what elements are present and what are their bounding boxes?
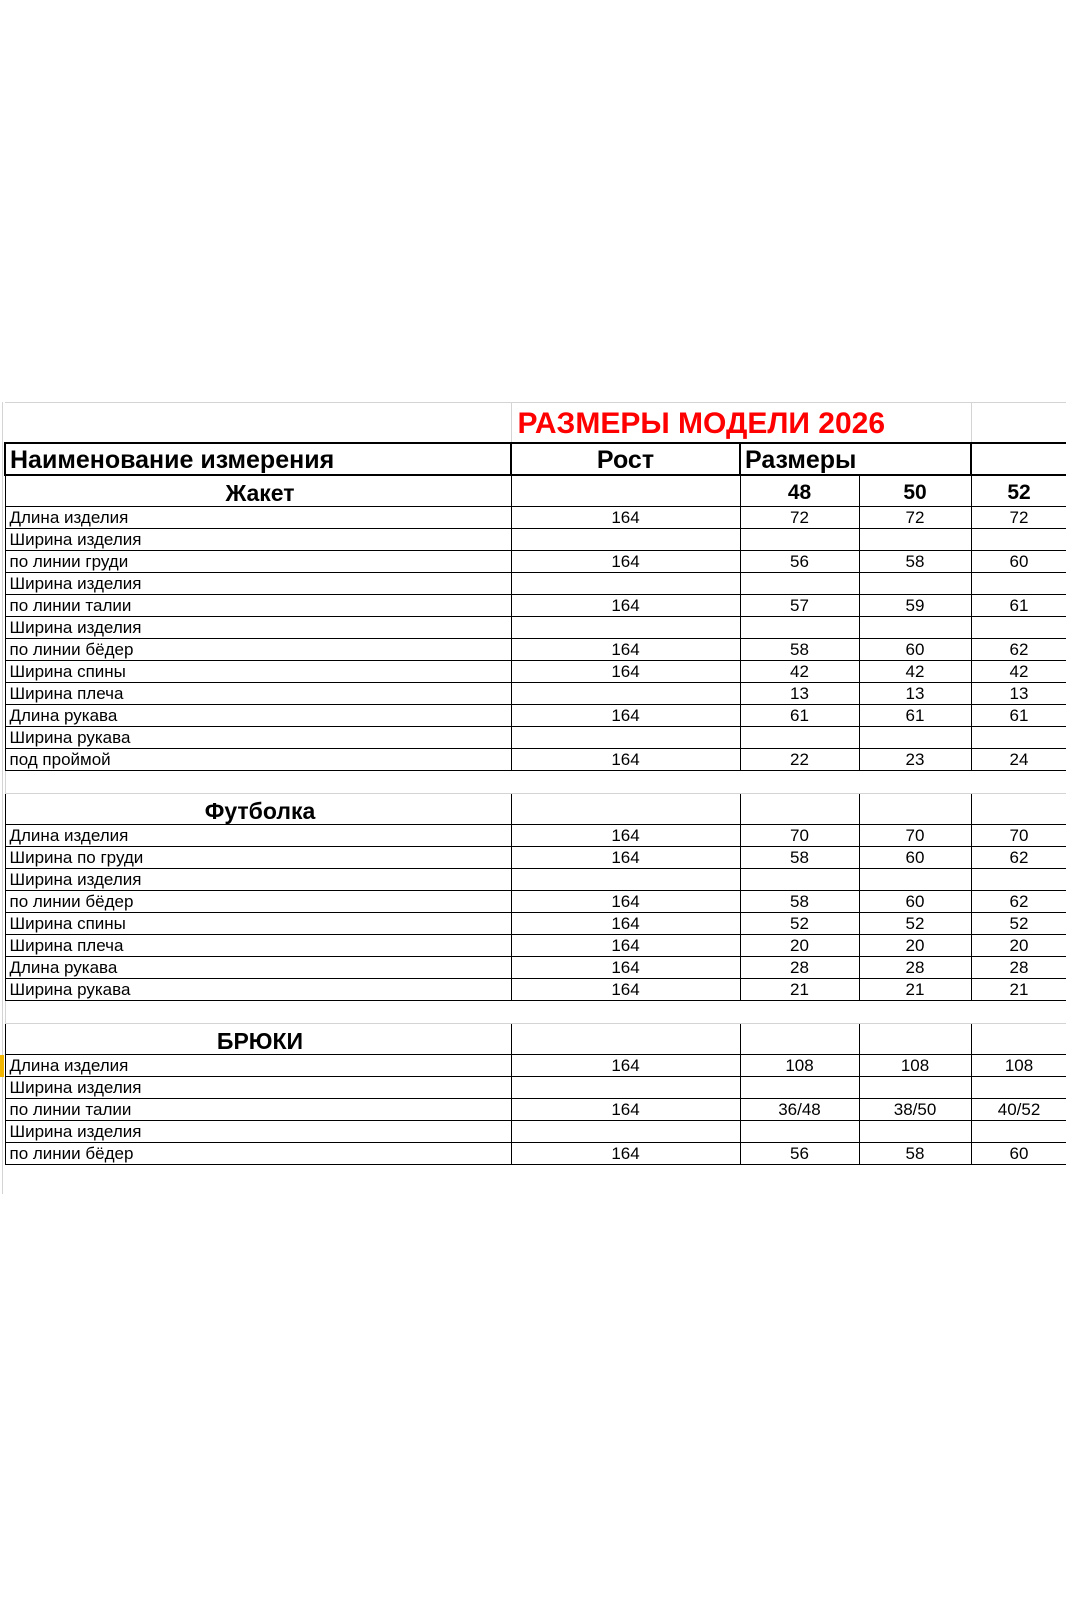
- table-row: [5, 727, 1066, 749]
- size-value[interactable]: 21: [859, 979, 971, 1001]
- table-row: [5, 507, 1066, 529]
- size-value[interactable]: 13: [859, 683, 971, 705]
- size-value[interactable]: 61: [971, 705, 1066, 727]
- section-title[interactable]: БРЮКИ: [5, 1024, 511, 1055]
- height-value[interactable]: 164: [511, 1143, 740, 1165]
- size-value[interactable]: 52: [740, 913, 859, 935]
- size-value[interactable]: 108: [859, 1055, 971, 1077]
- size-value[interactable]: 58: [740, 847, 859, 869]
- size-value[interactable]: 60: [859, 847, 971, 869]
- size-value[interactable]: 20: [859, 935, 971, 957]
- size-value[interactable]: 61: [859, 705, 971, 727]
- table-row: [5, 639, 1066, 661]
- table-row: [5, 595, 1066, 617]
- size-table: [4, 402, 1066, 1165]
- measure-label[interactable]: Ширина спины: [5, 661, 511, 683]
- header-name[interactable]: Наименование измерения: [5, 443, 511, 475]
- title-row: [5, 403, 1066, 444]
- table-row: [5, 617, 1066, 639]
- height-value[interactable]: 164: [511, 979, 740, 1001]
- size-value[interactable]: 42: [859, 661, 971, 683]
- table-row: [5, 825, 1066, 847]
- table-row: [5, 1121, 1066, 1143]
- height-value[interactable]: 164: [511, 595, 740, 617]
- size-value[interactable]: 28: [859, 957, 971, 979]
- header-sizes[interactable]: Размеры: [740, 443, 859, 475]
- size-value[interactable]: 38/50: [859, 1099, 971, 1121]
- empty-cell[interactable]: [5, 1001, 511, 1024]
- empty-cell[interactable]: [971, 1001, 1066, 1024]
- height-value[interactable]: 164: [511, 913, 740, 935]
- size-value[interactable]: 57: [740, 595, 859, 617]
- height-value[interactable]: [511, 529, 740, 551]
- table-row: [5, 661, 1066, 683]
- size-value[interactable]: 22: [740, 749, 859, 771]
- table-title: РАЗМЕРЫ МОДЕЛИ 2026: [511, 403, 971, 444]
- size-value[interactable]: [740, 1077, 859, 1099]
- size-value[interactable]: [971, 1077, 1066, 1099]
- size-value[interactable]: [859, 1077, 971, 1099]
- size-value[interactable]: 58: [859, 1143, 971, 1165]
- section-header-row: [5, 1024, 1066, 1055]
- measure-label[interactable]: Длина изделия: [5, 825, 511, 847]
- section-size-cell[interactable]: [859, 1024, 971, 1055]
- height-value[interactable]: 164: [511, 639, 740, 661]
- height-value[interactable]: 164: [511, 891, 740, 913]
- header-height[interactable]: Рост: [511, 443, 740, 475]
- height-value[interactable]: 164: [511, 661, 740, 683]
- size-value[interactable]: [971, 617, 1066, 639]
- table-row: [5, 573, 1066, 595]
- table-row: [5, 869, 1066, 891]
- measure-label[interactable]: по линии груди: [5, 551, 511, 573]
- size-value[interactable]: 60: [971, 1143, 1066, 1165]
- table-row: [5, 979, 1066, 1001]
- height-value[interactable]: 164: [511, 847, 740, 869]
- size-value[interactable]: 59: [859, 595, 971, 617]
- height-value[interactable]: [511, 683, 740, 705]
- height-value[interactable]: [511, 617, 740, 639]
- measure-label[interactable]: Длина изделия: [5, 1055, 511, 1077]
- size-value[interactable]: 60: [859, 639, 971, 661]
- section-height-cell[interactable]: [511, 1024, 740, 1055]
- table-row: [5, 1099, 1066, 1121]
- size-value[interactable]: [740, 529, 859, 551]
- size-value[interactable]: 21: [971, 979, 1066, 1001]
- header-empty[interactable]: [859, 443, 971, 475]
- size-value[interactable]: [859, 727, 971, 749]
- size-value[interactable]: [859, 529, 971, 551]
- empty-cell[interactable]: [859, 1001, 971, 1024]
- size-value[interactable]: 20: [740, 935, 859, 957]
- measure-label[interactable]: по линии бёдер: [5, 639, 511, 661]
- size-value[interactable]: [740, 727, 859, 749]
- size-value[interactable]: 62: [971, 847, 1066, 869]
- empty-cell[interactable]: [859, 771, 971, 794]
- section-height-cell[interactable]: [511, 794, 740, 825]
- size-value[interactable]: 72: [859, 507, 971, 529]
- table-row: [5, 957, 1066, 979]
- size-value[interactable]: 42: [971, 661, 1066, 683]
- measure-label[interactable]: Ширина по груди: [5, 847, 511, 869]
- measure-label[interactable]: по линии талии: [5, 1099, 511, 1121]
- empty-cell[interactable]: [5, 771, 511, 794]
- size-value[interactable]: [740, 869, 859, 891]
- height-value[interactable]: 164: [511, 1055, 740, 1077]
- measure-label[interactable]: Ширина изделия: [5, 869, 511, 891]
- height-value[interactable]: 164: [511, 825, 740, 847]
- size-value[interactable]: 52: [859, 913, 971, 935]
- measure-label[interactable]: Ширина плеча: [5, 935, 511, 957]
- empty-cell[interactable]: [511, 1001, 740, 1024]
- size-value[interactable]: 56: [740, 551, 859, 573]
- header-empty[interactable]: [971, 443, 1066, 475]
- size-value[interactable]: 70: [859, 825, 971, 847]
- height-value[interactable]: [511, 573, 740, 595]
- size-value[interactable]: 13: [740, 683, 859, 705]
- size-value[interactable]: [971, 573, 1066, 595]
- measure-label[interactable]: по линии бёдер: [5, 1143, 511, 1165]
- size-value[interactable]: 56: [740, 1143, 859, 1165]
- size-value[interactable]: 28: [971, 957, 1066, 979]
- size-value[interactable]: [740, 617, 859, 639]
- table-row: [5, 891, 1066, 913]
- size-value[interactable]: 62: [971, 891, 1066, 913]
- size-value[interactable]: 61: [740, 705, 859, 727]
- size-value[interactable]: 40/52: [971, 1099, 1066, 1121]
- measure-label[interactable]: Ширина спины: [5, 913, 511, 935]
- spacer-row: [5, 1001, 1066, 1024]
- table-row: [5, 705, 1066, 727]
- size-value[interactable]: 72: [740, 507, 859, 529]
- size-value[interactable]: 20: [971, 935, 1066, 957]
- height-value[interactable]: 164: [511, 507, 740, 529]
- size-value[interactable]: 28: [740, 957, 859, 979]
- section-header-row: [5, 794, 1066, 825]
- empty-cell[interactable]: [971, 771, 1066, 794]
- size-value[interactable]: 58: [740, 891, 859, 913]
- size-value[interactable]: 72: [971, 507, 1066, 529]
- measure-label[interactable]: Ширина плеча: [5, 683, 511, 705]
- size-value[interactable]: 52: [971, 913, 1066, 935]
- size-value[interactable]: [859, 617, 971, 639]
- size-value[interactable]: [859, 573, 971, 595]
- section-height-cell[interactable]: [511, 475, 740, 507]
- height-value[interactable]: [511, 727, 740, 749]
- empty-cell[interactable]: [740, 1001, 859, 1024]
- measure-label[interactable]: Длина рукава: [5, 957, 511, 979]
- table-row: [5, 1143, 1066, 1165]
- height-value[interactable]: [511, 1121, 740, 1143]
- table-row: [5, 913, 1066, 935]
- header-row: [5, 443, 1066, 475]
- size-value[interactable]: 60: [859, 891, 971, 913]
- measure-label[interactable]: Ширина изделия: [5, 529, 511, 551]
- size-table-sheet: [0, 402, 1066, 1165]
- size-value[interactable]: 23: [859, 749, 971, 771]
- measure-label[interactable]: Ширина изделия: [5, 573, 511, 595]
- empty-cell[interactable]: [511, 771, 740, 794]
- size-value[interactable]: 62: [971, 639, 1066, 661]
- size-value[interactable]: [740, 573, 859, 595]
- measure-label[interactable]: Ширина изделия: [5, 617, 511, 639]
- selected-row-marker: [0, 1055, 4, 1077]
- size-value[interactable]: 36/48: [740, 1099, 859, 1121]
- cell[interactable]: [971, 403, 1066, 444]
- measure-label[interactable]: по линии бёдер: [5, 891, 511, 913]
- size-label[interactable]: 52: [971, 475, 1066, 507]
- size-value[interactable]: [971, 529, 1066, 551]
- size-value[interactable]: 108: [740, 1055, 859, 1077]
- height-value[interactable]: [511, 869, 740, 891]
- section-title[interactable]: Жакет: [5, 475, 511, 507]
- table-row: [5, 683, 1066, 705]
- size-value[interactable]: 58: [859, 551, 971, 573]
- table-row: [5, 935, 1066, 957]
- size-value[interactable]: 13: [971, 683, 1066, 705]
- table-row: [5, 847, 1066, 869]
- size-value[interactable]: [971, 1121, 1066, 1143]
- size-value[interactable]: 42: [740, 661, 859, 683]
- measure-label[interactable]: по линии талии: [5, 595, 511, 617]
- height-value[interactable]: 164: [511, 749, 740, 771]
- size-value[interactable]: 70: [971, 825, 1066, 847]
- height-value[interactable]: 164: [511, 1099, 740, 1121]
- size-value[interactable]: [859, 1121, 971, 1143]
- section-size-cell[interactable]: [971, 794, 1066, 825]
- size-value[interactable]: [859, 869, 971, 891]
- size-value[interactable]: [971, 727, 1066, 749]
- empty-cell[interactable]: [740, 771, 859, 794]
- section-title[interactable]: Футболка: [5, 794, 511, 825]
- size-value[interactable]: [971, 869, 1066, 891]
- size-value[interactable]: 70: [740, 825, 859, 847]
- table-row: [5, 551, 1066, 573]
- spacer-row: [5, 771, 1066, 794]
- measure-label[interactable]: Ширина изделия: [5, 1077, 511, 1099]
- size-value[interactable]: 24: [971, 749, 1066, 771]
- size-value[interactable]: [740, 1121, 859, 1143]
- size-value[interactable]: 58: [740, 639, 859, 661]
- size-label[interactable]: 48: [740, 475, 859, 507]
- size-value[interactable]: 60: [971, 551, 1066, 573]
- section-size-cell[interactable]: [740, 1024, 859, 1055]
- table-row: [5, 529, 1066, 551]
- height-value[interactable]: 164: [511, 935, 740, 957]
- cell[interactable]: [5, 403, 511, 444]
- table-row: [5, 749, 1066, 771]
- size-label[interactable]: 50: [859, 475, 971, 507]
- measure-label[interactable]: Ширина рукава: [5, 979, 511, 1001]
- section-size-cell[interactable]: [740, 794, 859, 825]
- measure-label[interactable]: под проймой: [5, 749, 511, 771]
- section-size-cell[interactable]: [971, 1024, 1066, 1055]
- height-value[interactable]: 164: [511, 551, 740, 573]
- size-value[interactable]: 21: [740, 979, 859, 1001]
- table-row-selected: [5, 1055, 1066, 1077]
- size-value[interactable]: 61: [971, 595, 1066, 617]
- table-row: [5, 1077, 1066, 1099]
- height-value[interactable]: 164: [511, 705, 740, 727]
- measure-label[interactable]: Ширина рукава: [5, 727, 511, 749]
- measure-label[interactable]: Ширина изделия: [5, 1121, 511, 1143]
- measure-label[interactable]: Длина изделия: [5, 507, 511, 529]
- section-header-row: [5, 475, 1066, 507]
- measure-label[interactable]: Длина рукава: [5, 705, 511, 727]
- height-value[interactable]: [511, 1077, 740, 1099]
- height-value[interactable]: 164: [511, 957, 740, 979]
- section-size-cell[interactable]: [859, 794, 971, 825]
- size-value[interactable]: 108: [971, 1055, 1066, 1077]
